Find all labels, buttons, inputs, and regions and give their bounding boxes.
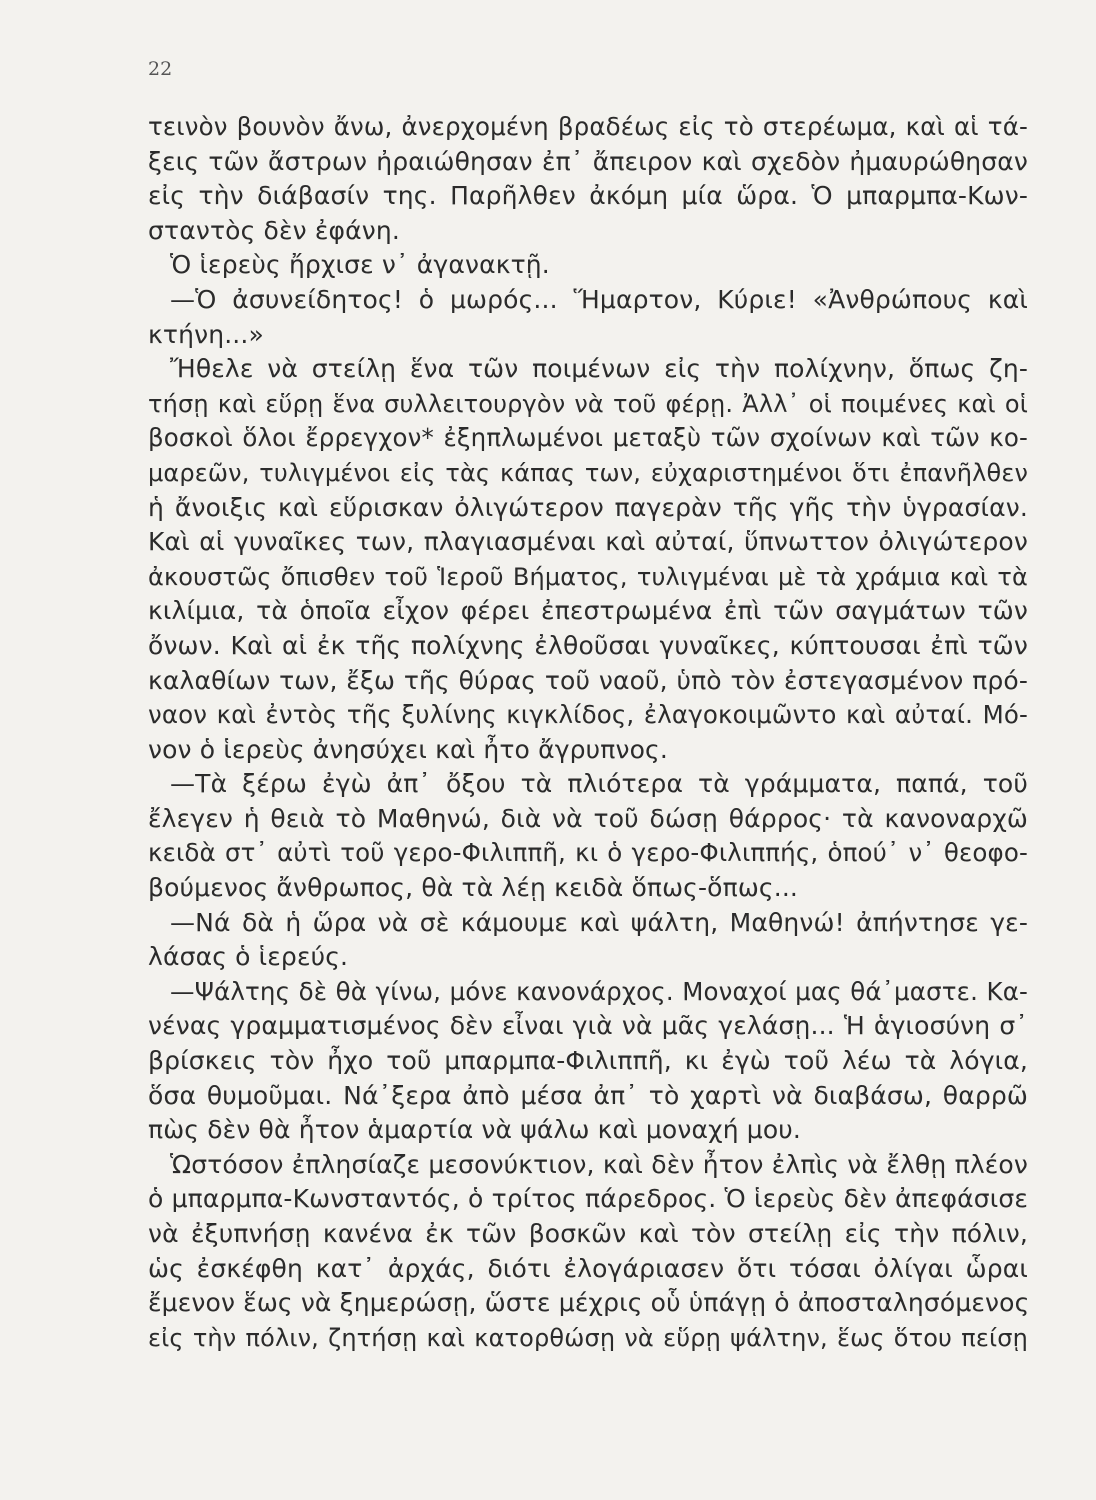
- text-line: —Νά δὰ ἡ ὥρα νὰ σὲ κάμουμε καὶ ψάλτη, Μαθηνώ! ἀπήντησε γε-: [170, 907, 1028, 937]
- text-line: Ἤθελε νὰ στείλῃ ἕνα τῶν ποιμένων εἰς τὴν πολίχνην, ὅπως ζη-: [170, 354, 1028, 384]
- text-line: νὰ ἐξυπνήσῃ κανένα ἐκ τῶν βοσκῶν καὶ τὸν στείλῃ εἰς τὴν πόλιν,: [148, 1219, 1028, 1248]
- text-line: ὡς ἐσκέφθη κατ᾽ ἀρχάς, διότι ἐλογάριασεν ὅτι τόσαι ὀλίγαι ὧραι: [148, 1253, 1028, 1283]
- page-number: 22: [148, 58, 173, 80]
- text-line: ὁ μπαρμπα-Κωνσταντός, ὁ τρίτος πάρεδρος. Ὁ ἱερεὺς δὲν ἀπεφάσισε: [148, 1184, 1028, 1214]
- text-line: ναον καὶ ἐντὸς τῆς ξυλίνης κιγκλίδος, ἐλαγοκοιμῶντο καὶ αὐταί. Μό-: [148, 700, 1028, 730]
- text-line: —Ὁ ἀσυνείδητος! ὁ μωρός... Ἥμαρτον, Κύριε! «Ἀνθρώπους καὶ: [170, 284, 1028, 314]
- text-line: εἰς τὴν πόλιν, ζητήσῃ καὶ κατορθώσῃ νὰ εὕρῃ ψάλτην, ἕως ὅτου πείσῃ: [148, 1323, 1028, 1352]
- text-line: μαρεῶν, τυλιγμένοι εἰς τὰς κάπας των, εὐχαριστημένοι ὅτι ἐπανῆλθεν: [148, 458, 1028, 487]
- text-line: ἔλεγεν ἡ θειὰ τὸ Μαθηνώ, διὰ νὰ τοῦ δώσῃ θάρρος· τὰ κανοναρχῶ: [148, 803, 1028, 833]
- text-line: ὅσα θυμοῦμαι. Νά᾽ξερα ἀπὸ μέσα ἀπ᾽ τὸ χαρτὶ νὰ διαβάσω, θαρρῶ: [148, 1080, 1028, 1110]
- text-line: ἀκουστῶς ὄπισθεν τοῦ Ἱεροῦ Βήματος, τυλιγμέναι μὲ τὰ χράμια καὶ τὰ: [148, 562, 1028, 591]
- text-line: καλαθίων των, ἔξω τῆς θύρας τοῦ ναοῦ, ὑπὸ τὸν ἐστεγασμένον πρό-: [148, 665, 1028, 695]
- text-line: ὄνων. Καὶ αἱ ἐκ τῆς πολίχνης ἐλθοῦσαι γυναῖκες, κύπτουσαι ἐπὶ τῶν: [148, 630, 1028, 660]
- text-line: βρίσκεις τὸν ἦχο τοῦ μπαρμπα-Φιλιππῆ, κι ἐγὼ τοῦ λέω τὰ λόγια,: [148, 1046, 1028, 1076]
- text-line: νον ὁ ἱερεὺς ἀνησύχει καὶ ἦτο ἄγρυπνος.: [148, 734, 668, 764]
- text-line: νένας γραμματισμένος δὲν εἶναι γιὰ νὰ μᾶς γελάσῃ... Ἡ ἁγιοσύνη σ᾽: [148, 1011, 1028, 1041]
- text-line: —Τὰ ξέρω ἐγὼ ἀπ᾽ ὄξου τὰ πλιότερα τὰ γράμματα, παπά, τοῦ: [170, 769, 1028, 799]
- text-line: ξεις τῶν ἄστρων ἠραιώθησαν ἐπ᾽ ἄπειρον καὶ σχεδὸν ἠμαυρώθησαν: [148, 146, 1028, 176]
- text-line: Καὶ αἱ γυναῖκες των, πλαγιασμέναι καὶ αὐταί, ὕπνωττον ὀλιγώτερον: [148, 527, 1028, 557]
- text-line: —Ψάλτης δὲ θὰ γίνω, μόνε κανονάρχος. Μοναχοί μας θά᾽μαστε. Κα-: [170, 976, 1028, 1006]
- text-line: λάσας ὁ ἱερεύς.: [148, 942, 349, 972]
- text-line: κτήνη...»: [148, 319, 264, 349]
- text-line: βούμενος ἄνθρωπος, θὰ τὰ λέῃ κειδὰ ὅπως-ὅπως...: [148, 873, 799, 903]
- text-line: πὼς δὲν θὰ ἦτον ἁμαρτία νὰ ψάλω καὶ μοναχή μου.: [148, 1115, 802, 1145]
- text-line: Ὡστόσον ἐπλησίαζε μεσονύκτιον, καὶ δὲν ἦτον ἐλπὶς νὰ ἔλθῃ πλέον: [170, 1149, 1028, 1179]
- text-line: κιλίμια, τὰ ὁποῖα εἶχον φέρει ἐπεστρωμένα ἐπὶ τῶν σαγμάτων τῶν: [148, 596, 1028, 626]
- text-line: τήσῃ καὶ εὕρῃ ἕνα συλλειτουργὸν νὰ τοῦ φέρῃ. Ἀλλ᾽ οἱ ποιμένες καὶ οἱ: [148, 389, 1028, 418]
- text-line: σταντὸς δὲν ἐφάνη.: [148, 215, 400, 245]
- text-line: τεινὸν βουνὸν ἄνω, ἀνερχομένη βραδέως εἰς τὸ στερέωμα, καὶ αἱ τά-: [148, 112, 1028, 141]
- text-line: Ὁ ἱερεὺς ἤρχισε ν᾽ ἀγανακτῇ.: [170, 250, 550, 280]
- text-line: ἔμενον ἕως νὰ ξημερώσῃ, ὥστε μέχρις οὗ ὑπάγῃ ὁ ἀποσταλησόμενος: [148, 1288, 1030, 1318]
- text-line: εἰς τὴν διάβασίν της. Παρῆλθεν ἀκόμη μία ὥρα. Ὁ μπαρμπα-Κων-: [148, 181, 1028, 211]
- text-line: βοσκοὶ ὅλοι ἔρρεγχον* ἐξηπλωμένοι μεταξὺ τῶν σχοίνων καὶ τῶν κο-: [148, 423, 1028, 453]
- text-line: κειδὰ στ᾽ αὐτὶ τοῦ γερο-Φιλιππῆ, κι ὁ γερο-Φιλιππής, ὁπού᾽ ν᾽ θεοφο-: [148, 838, 1028, 868]
- text-body: [148, 110, 1028, 1355]
- text-line: ἡ ἄνοιξις καὶ εὕρισκαν ὀλιγώτερον παγερὰν τῆς γῆς τὴν ὑγρασίαν.: [148, 492, 1028, 522]
